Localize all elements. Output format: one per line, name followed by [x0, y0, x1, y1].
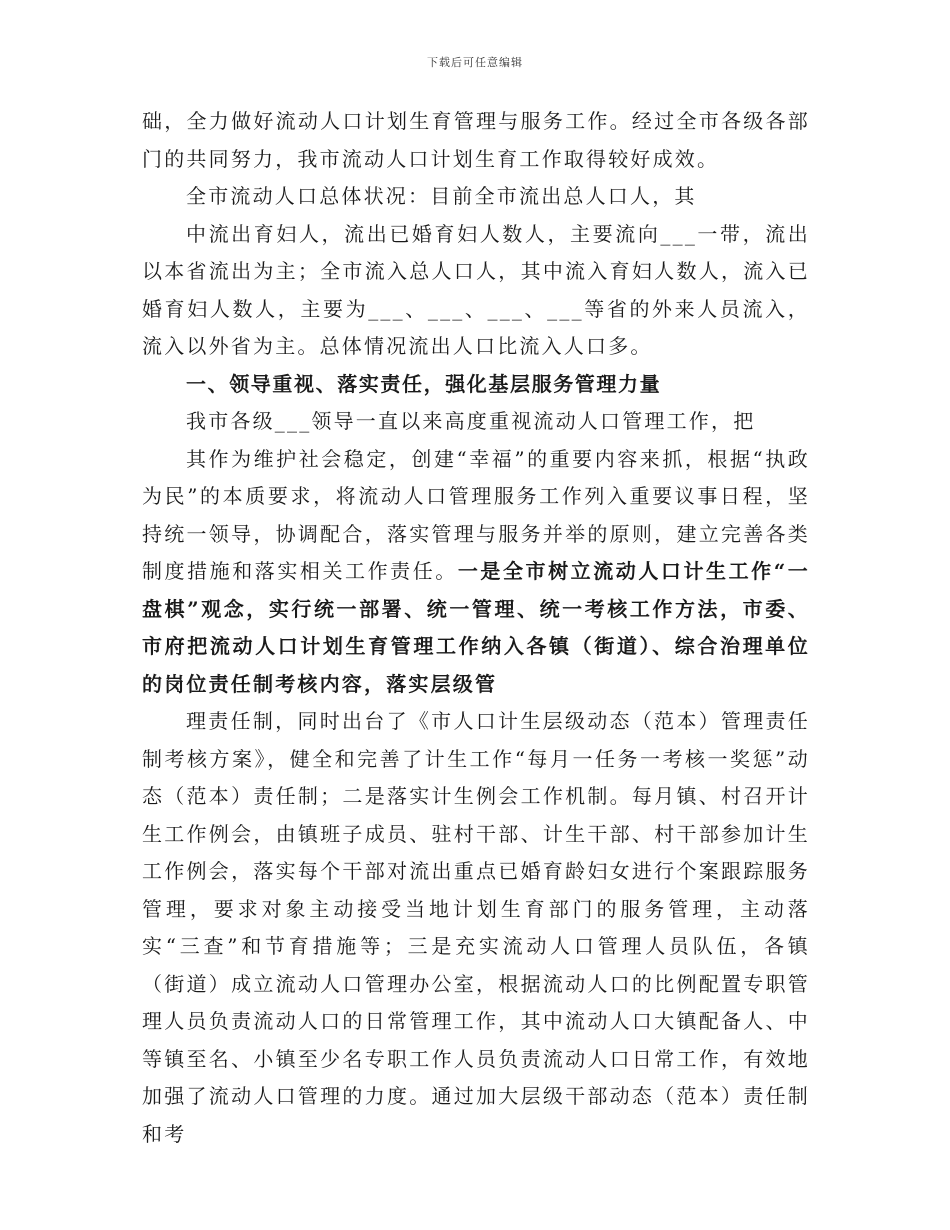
page-header-note: 下载后可任意编辑 [427, 56, 523, 69]
paragraph-population-overview: 全市流动人口总体状况：目前全市流出总人口人，其 [186, 184, 697, 208]
paragraph-continuation: 础，全力做好流动人口计划生育管理与服务工作。经过全市各级各部门的共同努力，我市流动人口计划生育工作取得较好成效。 [142, 109, 810, 171]
paragraph-leadership-measures-normal: 其作为维护社会稳定，创建“幸福”的重要内容来抓，根据“执政为民”的本质要求，将流动人口管理服务工作列入重要议事日程，坚持统一领导，协调配合，落实管理与服务并举的原则，建立完善各类制度措施和落实相关工作责任。 [142, 446, 810, 583]
document-body [142, 103, 810, 1153]
paragraph-responsibility-system: 理责任制，同时出台了《市人口计生层级动态（范本）管理责任制考核方案》，健全和完善了计生工作“每月一任务一考核一奖惩”动态（范本）责任制；二是落实计生例会工作机制。每月镇、村召开计生工作例会，由镇班子成员、驻村干部、计生干部、村干部参加计生工作例会，落实每个干部对流出重点已婚育龄妇女进行个案跟踪服务管理，要求对象主动接受当地计划生育部门的服务管理，主动落实“三查”和节育措施等；三是充实流动人口管理人员队伍，各镇（街道）成立流动人口管理办公室，根据流动人口的比例配置专职管理人员负责流动人口的日常管理工作，其中流动人口大镇配备人、中等镇至名、小镇至少名专职工作人员负责流动人口日常工作，有效地加强了流动人口管理的力度。通过加大层级干部动态（范本）责任制和考 [142, 709, 810, 1146]
paragraph-population-details: 中流出育妇人，流出已婚育妇人数人，主要流向___一带，流出以本省流出为主；全市流入总人口人，其中流入育妇人数人，流入已婚育妇人数人，主要为___、___、___、___等省的外来人员流入，流入以外省为主。总体情况流出人口比流入人口多。 [142, 221, 810, 358]
section-heading-leadership: 一、领导重视、落实责任，强化基层服务管理力量 [186, 371, 662, 396]
paragraph-leadership-measures-bold: 一是全市树立流动人口计生工作“一盘棋”观念，实行统一部署、统一管理、统一考核工作方法，市委、市府把流动人口计划生育管理工作纳入各镇（街道）、综合治理单位的岗位责任制考核内容，落实层级管 [142, 559, 810, 696]
paragraph-leadership-intro: 我市各级___领导一直以来高度重视流动人口管理工作，把 [186, 409, 756, 433]
paragraph-leadership-measures [142, 441, 810, 704]
